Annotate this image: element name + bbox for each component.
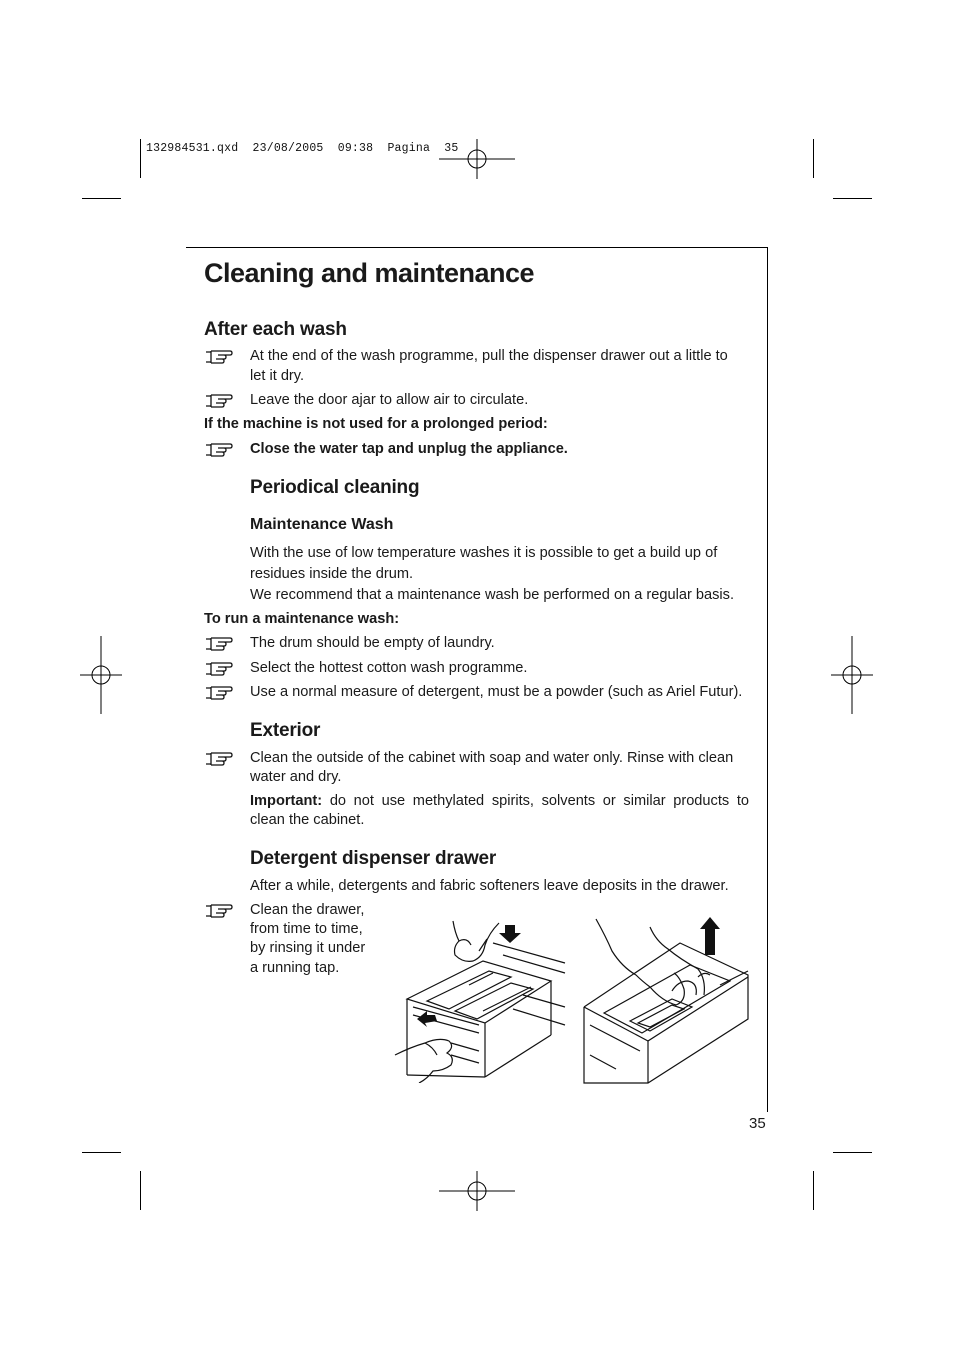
important-note-line-2: clean the cabinet. xyxy=(250,812,365,828)
periodical-cleaning-heading: Periodical cleaning xyxy=(250,477,420,498)
pointing-hand-icon xyxy=(205,635,233,651)
registration-mark-icon xyxy=(437,1171,517,1211)
pointing-hand-icon xyxy=(205,392,233,408)
crop-mark xyxy=(140,1171,141,1210)
exterior-bullet-line-2: water and dry. xyxy=(250,769,342,785)
drawer-lever-illustration xyxy=(580,915,752,1085)
important-note-line-1 xyxy=(250,791,749,811)
after-wash-bullet-1-line-1: At the end of the wash programme, pull the dispenser drawer out a little to xyxy=(250,348,728,364)
run-maintenance-label: To run a maintenance wash: xyxy=(204,611,400,627)
frame-rule-top xyxy=(186,247,768,248)
exterior-bullet-line-1: Clean the outside of the cabinet with soap and water only. Rinse with clean xyxy=(250,750,734,766)
after-wash-bullet-3: Close the water tap and unplug the appliance. xyxy=(250,441,568,457)
exterior-heading: Exterior xyxy=(250,720,321,741)
crop-mark xyxy=(82,1152,121,1153)
maintenance-para-line-3: We recommend that a maintenance wash be performed on a regular basis. xyxy=(250,587,735,603)
crop-mark xyxy=(833,198,872,199)
pointing-hand-icon xyxy=(205,684,233,700)
after-wash-bullet-1-line-2: let it dry. xyxy=(250,368,305,384)
pointing-hand-icon xyxy=(205,441,233,457)
drawer-bullet-line-1: Clean the drawer, xyxy=(250,902,365,918)
crop-mark xyxy=(833,1152,872,1153)
page-number: 35 xyxy=(749,1115,766,1132)
print-slug: 132984531.qxd 23/08/2005 09:38 Pagina 35 xyxy=(146,142,459,155)
maintenance-para-line-1: With the use of low temperature washes it is possible to get a build up of xyxy=(250,545,718,561)
maintenance-bullet-1: The drum should be empty of laundry. xyxy=(250,635,495,651)
important-label: Important: xyxy=(250,793,323,809)
drawer-bullet-line-3: by rinsing it under xyxy=(250,940,366,956)
pointing-hand-icon xyxy=(205,902,233,918)
crop-mark xyxy=(140,139,141,178)
crop-mark xyxy=(813,139,814,178)
detergent-drawer-heading: Detergent dispenser drawer xyxy=(250,848,497,869)
frame-rule-right xyxy=(767,247,768,1112)
prolonged-period-label: If the machine is not used for a prolonged period: xyxy=(204,416,548,432)
pointing-hand-icon xyxy=(205,660,233,676)
registration-mark-icon xyxy=(831,636,873,714)
maintenance-para-line-2: residues inside the drum. xyxy=(250,566,414,582)
maintenance-wash-subheading: Maintenance Wash xyxy=(250,516,394,533)
drawer-removal-illustration xyxy=(393,915,568,1083)
detergent-drawer-para: After a while, detergents and fabric softeners leave deposits in the drawer. xyxy=(250,878,729,894)
maintenance-bullet-2: Select the hottest cotton wash programme. xyxy=(250,660,528,676)
drawer-bullet-line-2: from time to time, xyxy=(250,921,363,937)
pointing-hand-icon xyxy=(205,750,233,766)
after-wash-bullet-2: Leave the door ajar to allow air to circulate. xyxy=(250,392,529,408)
pointing-hand-icon xyxy=(205,348,233,364)
page-title: Cleaning and maintenance xyxy=(204,258,535,288)
crop-mark xyxy=(82,198,121,199)
maintenance-bullet-3: Use a normal measure of detergent, must be a powder (such as Ariel Futur). xyxy=(250,684,743,700)
after-each-wash-heading: After each wash xyxy=(204,319,347,340)
important-text: do not use methylated spirits, solvents or similar products to xyxy=(329,793,750,809)
registration-mark-icon xyxy=(80,636,122,714)
crop-mark xyxy=(813,1171,814,1210)
drawer-bullet-line-4: a running tap. xyxy=(250,960,340,976)
